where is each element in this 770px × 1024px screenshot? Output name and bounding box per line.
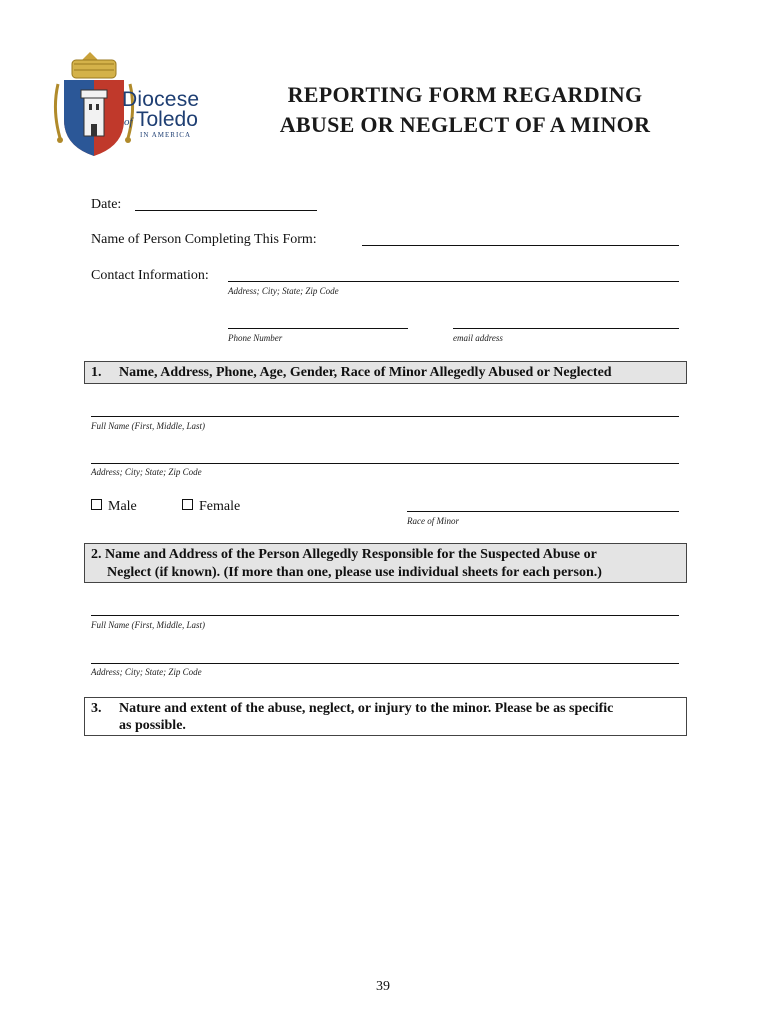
male-label: Male [108, 499, 137, 514]
male-checkbox[interactable] [91, 499, 102, 510]
female-checkbox-option[interactable] [182, 497, 240, 515]
responsible-address-field[interactable] [91, 663, 679, 664]
female-checkbox[interactable] [182, 499, 193, 510]
date-field[interactable] [135, 210, 317, 211]
person-completing-field[interactable] [362, 245, 679, 246]
address-caption: Address; City; State; Zip Code [228, 286, 339, 296]
email-field[interactable] [453, 328, 679, 329]
page-number: 39 [376, 979, 390, 994]
address-field[interactable] [228, 281, 679, 282]
minor-full-name-caption: Full Name (First, Middle, Last) [91, 421, 205, 431]
form-title-line2: ABUSE OR NEGLECT OF A MINOR [279, 112, 651, 137]
email-caption: email address [453, 333, 503, 343]
section-3-heading-line2: as possible. [119, 718, 186, 733]
contact-info-label: Contact Information: [91, 268, 209, 283]
form-title [230, 80, 700, 140]
section-3-number: 3. [91, 701, 102, 716]
minor-full-name-field[interactable] [91, 416, 679, 417]
race-of-minor-field[interactable] [407, 511, 679, 512]
section-1-number: 1. [91, 365, 102, 380]
logo-name-toledo: Toledo [136, 108, 198, 131]
logo-name-of: of [124, 116, 133, 128]
section-3-heading-line1: Nature and extent of the abuse, neglect, or injury to the minor. Please be as specific [119, 701, 614, 716]
responsible-address-caption: Address; City; State; Zip Code [91, 667, 202, 677]
section-1-header [84, 361, 687, 384]
section-3-header [84, 697, 687, 736]
date-label: Date: [91, 197, 122, 212]
logo-subtitle: IN AMERICA [140, 131, 192, 139]
race-of-minor-caption: Race of Minor [407, 516, 459, 526]
male-checkbox-option[interactable] [91, 497, 137, 515]
logo-name-diocese: Diocese [122, 88, 200, 111]
section-2-header [84, 543, 687, 583]
section-1-heading: Name, Address, Phone, Age, Gender, Race of Minor Allegedly Abused or Neglected [119, 365, 612, 380]
phone-field[interactable] [228, 328, 408, 329]
person-completing-label: Name of Person Completing This Form: [91, 232, 317, 247]
responsible-full-name-field[interactable] [91, 615, 679, 616]
section-2-heading-line1: 2. Name and Address of the Person Allegedly Responsible for the Suspected Abuse or [91, 547, 597, 562]
minor-address-field[interactable] [91, 463, 679, 464]
minor-address-caption: Address; City; State; Zip Code [91, 467, 202, 477]
female-label: Female [199, 499, 241, 514]
section-2-heading-line2: Neglect (if known). (If more than one, please use individual sheets for each person.) [107, 565, 602, 580]
responsible-full-name-caption: Full Name (First, Middle, Last) [91, 620, 205, 630]
phone-caption: Phone Number [228, 333, 283, 343]
form-title-line1: REPORTING FORM REGARDING [287, 82, 643, 107]
